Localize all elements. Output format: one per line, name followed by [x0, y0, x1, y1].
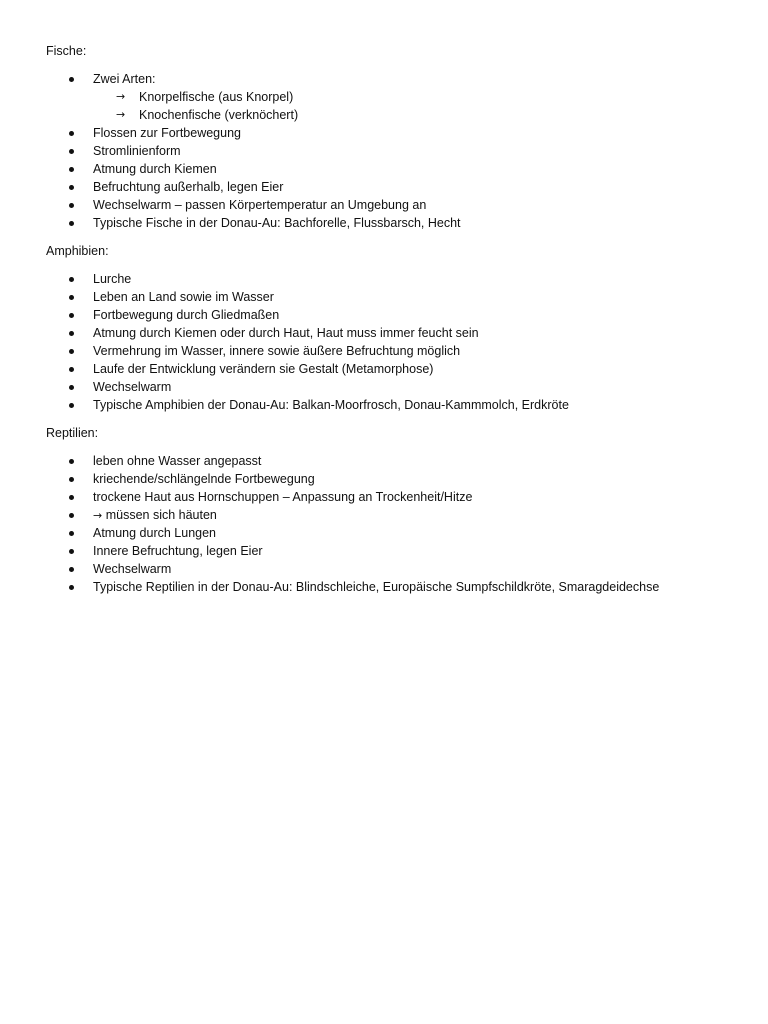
bullet-icon	[69, 585, 74, 590]
list-item	[0, 542, 768, 560]
list-item-text: Zwei Arten:	[93, 72, 156, 86]
list-item-text: Innere Befruchtung, legen Eier	[93, 544, 263, 558]
list-item-text: Typische Reptilien in der Donau-Au: Blindschleiche, Europäische Sumpfschildkröte, Smaragdeidechse	[93, 580, 660, 594]
bullet-icon	[69, 513, 74, 518]
list-item	[0, 360, 768, 378]
list-item	[0, 524, 768, 542]
bullet-icon	[69, 403, 74, 408]
list-item-text: Atmung durch Lungen	[93, 526, 217, 540]
section-heading-fische: Fische:	[46, 44, 87, 58]
arrow-right-icon: →	[93, 509, 103, 522]
list-item	[0, 288, 768, 306]
list-item-text: leben ohne Wasser angepasst	[93, 454, 262, 468]
list-item	[0, 178, 768, 196]
list-item-text: Wechselwarm	[93, 562, 172, 576]
bullet-icon	[69, 567, 74, 572]
bullet-icon	[69, 185, 74, 190]
list-item-text: Wechselwarm – passen Körpertemperatur an Umgebung an	[93, 198, 427, 212]
list-item	[0, 306, 768, 324]
list-item	[0, 506, 768, 524]
list-item-text: müssen sich häuten	[105, 508, 217, 522]
list-item	[0, 124, 768, 142]
list-item	[0, 396, 768, 414]
list-amphibien	[0, 270, 768, 414]
list-item-text: kriechende/schlängelnde Fortbewegung	[93, 472, 315, 486]
list-item	[0, 160, 768, 178]
list-item-text: Fortbewegung durch Gliedmaßen	[93, 308, 280, 322]
list-item	[0, 214, 768, 232]
list-item-text: Vermehrung im Wasser, innere sowie äußere Befruchtung möglich	[93, 344, 461, 358]
bullet-icon	[69, 531, 74, 536]
list-item-text: Atmung durch Kiemen	[93, 162, 217, 176]
list-item	[0, 196, 768, 214]
list-item	[0, 578, 768, 596]
bullet-icon	[69, 277, 74, 282]
list-item	[0, 270, 768, 288]
sub-list-item	[0, 88, 768, 106]
list-item	[0, 378, 768, 396]
list-item-text: Wechselwarm	[93, 380, 172, 394]
bullet-icon	[69, 459, 74, 464]
bullet-icon	[69, 549, 74, 554]
list-item	[0, 324, 768, 342]
section-heading-reptilien: Reptilien:	[46, 426, 99, 440]
bullet-icon	[69, 313, 74, 318]
list-item	[0, 488, 768, 506]
list-reptilien	[0, 452, 768, 596]
bullet-icon	[69, 149, 74, 154]
list-item-text: trockene Haut aus Hornschuppen – Anpassung an Trockenheit/Hitze	[93, 490, 473, 504]
list-item-text: Befruchtung außerhalb, legen Eier	[93, 180, 284, 194]
list-item-text: Lurche	[93, 272, 132, 286]
list-item-text: Flossen zur Fortbewegung	[93, 126, 241, 140]
sub-list-item	[0, 106, 768, 124]
list-item	[0, 560, 768, 578]
bullet-icon	[69, 385, 74, 390]
list-item-text: Atmung durch Kiemen oder durch Haut, Haut muss immer feucht sein	[93, 326, 479, 340]
arrow-right-icon: →	[116, 108, 126, 121]
bullet-icon	[69, 331, 74, 336]
bullet-icon	[69, 167, 74, 172]
list-item	[0, 342, 768, 360]
bullet-icon	[69, 495, 74, 500]
sub-list-item-text: Knorpelfische (aus Knorpel)	[139, 90, 294, 104]
list-item-text: Leben an Land sowie im Wasser	[93, 290, 274, 304]
list-item-text: Stromlinienform	[93, 144, 181, 158]
bullet-icon	[69, 221, 74, 226]
list-item-text: Typische Fische in der Donau-Au: Bachforelle, Flussbarsch, Hecht	[93, 216, 461, 230]
bullet-icon	[69, 77, 74, 82]
bullet-icon	[69, 203, 74, 208]
bullet-icon	[69, 295, 74, 300]
arrow-right-icon: →	[116, 90, 126, 103]
sub-list-item-text: Knochenfische (verknöchert)	[139, 108, 299, 122]
bullet-icon	[69, 349, 74, 354]
bullet-icon	[69, 477, 74, 482]
list-item	[0, 452, 768, 470]
list-item-text: Typische Amphibien der Donau-Au: Balkan-Moorfrosch, Donau-Kammmolch, Erdkröte	[93, 398, 569, 412]
bullet-icon	[69, 131, 74, 136]
bullet-icon	[69, 367, 74, 372]
list-item	[0, 142, 768, 160]
list-item-text-with-arrow	[93, 506, 217, 525]
list-item-text: Laufe der Entwicklung verändern sie Gestalt (Metamorphose)	[93, 362, 434, 376]
list-fische	[0, 70, 768, 232]
list-item	[0, 470, 768, 488]
section-heading-amphibien: Amphibien:	[46, 244, 109, 258]
list-item	[0, 70, 768, 88]
